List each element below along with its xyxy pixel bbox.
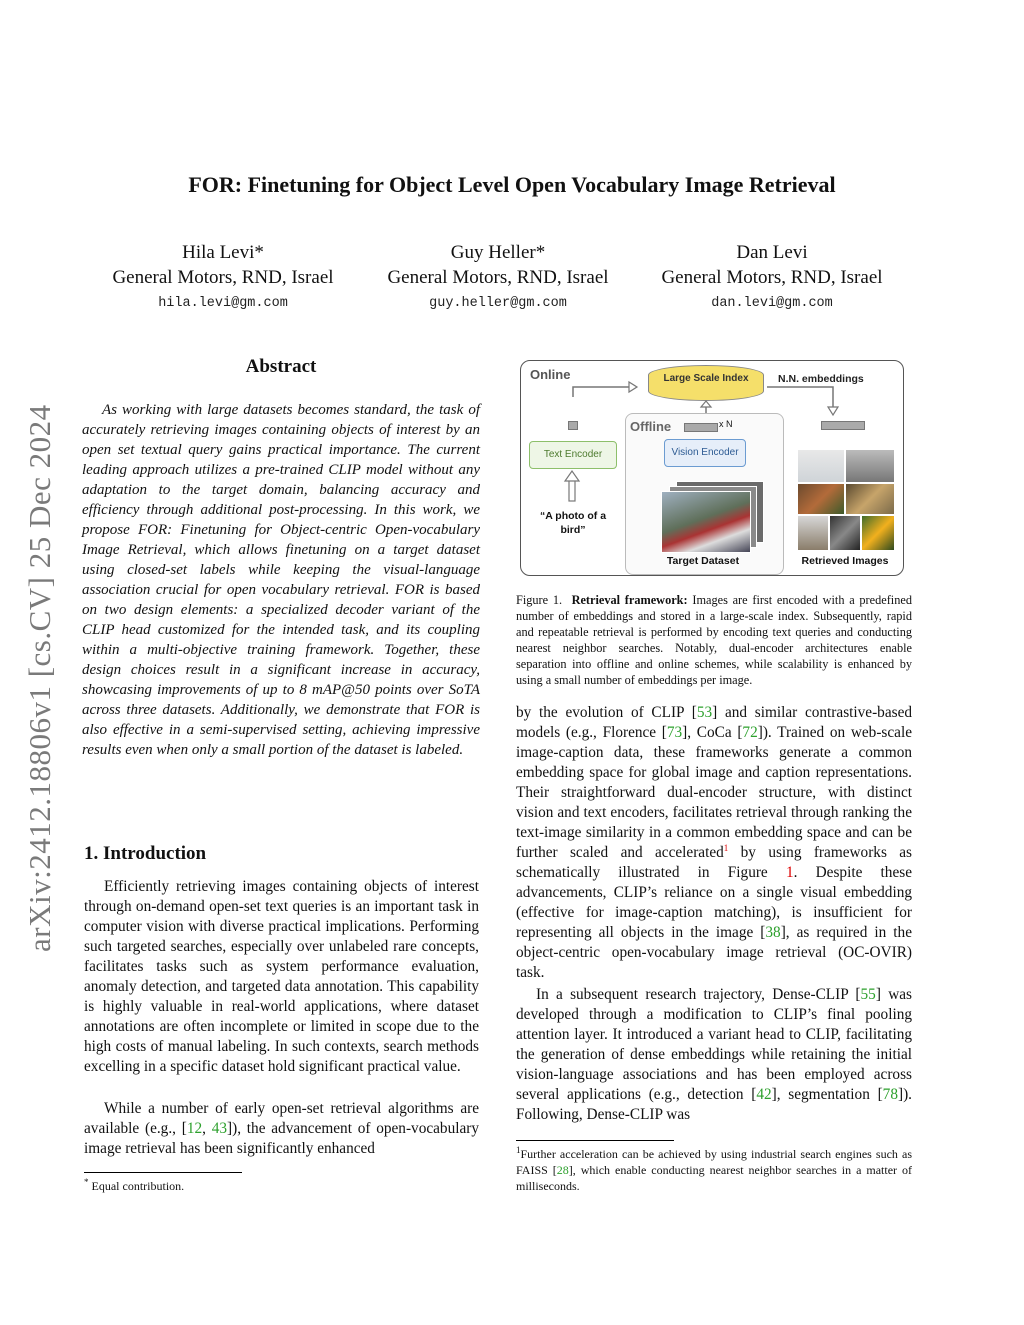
large-scale-index-cylinder: Large Scale Index — [648, 365, 764, 401]
footnote-equal-contribution: * Equal contribution. — [84, 1177, 185, 1193]
footnote-divider — [516, 1140, 674, 1141]
arrow-query-to-encoder — [569, 479, 575, 501]
arrow-head-icon — [565, 471, 579, 481]
abstract-heading: Abstract — [245, 356, 317, 377]
citation-link[interactable]: 43 — [211, 1120, 228, 1137]
arrow-head-icon — [828, 407, 838, 415]
vision-encoder-box: Vision Encoder — [664, 439, 746, 467]
arrow-head-icon — [701, 401, 711, 407]
right-paragraph-1: by the evolution of CLIP [53] and similar contrastive-based models (e.g., Florence [73], CoCa [72]). Trained on web-scale image-caption data, these frameworks generate a common embedding space for global image and caption representations. Their straightforward dual-encoder structure, with distinct vision and text encoders, facilitates retrieval through ranking the text-image similarity in a common embedding space and can be further scaled and accelerated$^1$ by using frameworks as schematically illustrated in Figure 1. Despite these advancements, CLIP’s reliance on a single visual embedding (effective for image-caption matching), is insufficient for representing all objects in the image [38], as required in the object-centric open-vocabulary image retrieval (OC-OVIR) task. — [516, 704, 913, 981]
author-email[interactable]: dan.levi@gm.com — [711, 296, 833, 311]
offline-label: Offline — [630, 419, 672, 434]
author-name: Dan Levi — [736, 242, 808, 263]
citation-link[interactable]: 28 — [556, 1163, 569, 1177]
text-encoder-box: Text Encoder — [529, 441, 617, 469]
footnote-marker-link[interactable]: 1 — [723, 842, 729, 853]
dataset-image-street — [661, 491, 751, 553]
retrieved-image — [797, 483, 845, 515]
online-label: Online — [530, 367, 571, 382]
xn-label: x N — [719, 419, 733, 429]
author-block-2 — [368, 240, 628, 318]
nn-embeddings-label: N.N. embeddings — [778, 373, 864, 385]
retrieved-image — [845, 483, 895, 515]
arrow-head-icon — [629, 382, 637, 392]
retrieved-image — [845, 449, 895, 483]
arrow-to-nn — [767, 387, 833, 407]
intro-paragraph-2: While a number of early open-set retrieval algorithms are available (e.g., [12, 43]), the advancement of open-vocabulary image retrieval has been significantly enhanced — [84, 1100, 480, 1157]
nn-embeddings-icon — [821, 421, 865, 430]
author-name: Hila Levi* — [182, 242, 264, 263]
author-block-1 — [93, 240, 353, 318]
abstract-text: As working with large datasets becomes standard, the task of accurately retrieving images containing objects of interest by an open set textual query gains practical importance. The current leading approach utilizes a pre-trained CLIP model without any adaptation to the target domain, balancing accuracy and efficiency through additional post-processing. In this work, we propose FOR: Finetuning for Object-centric Open-vocabulary Image Retrieval, which allows finetuning on a target dataset using closed-set labels while keeping the visual-language association crucial for open vocabulary retrieval. FOR is based on two design elements: a specialized decoder variant of the CLIP head customized for the intended task, and its coupling within a multi-objective training framework. Together, these design choices result in a significant increase in accuracy, showcasing improvements of up to 8 mAP@50 points over SoTA across three datasets. Additionally, we demonstrate that FOR is also effective in a semi-supervised setting, achieving impressive results even when only a small portion of the dataset is labeled. — [82, 402, 480, 758]
figure-1-diagram — [520, 360, 904, 576]
retrieved-image — [797, 449, 845, 483]
figure-1-caption: Figure 1. Retrieval framework: Images are first encoded with a predefined number of embeddings and stored in a large-scale index. Subsequently, rapid and repeatable retrieval is performed by encoding text queries and conducting nearest neighbor searches. Notably, dual-encoder architectures enable separation into offline and online schemes, while scalability is enhanced by using a small number of embeddings per image. — [516, 593, 912, 687]
author-affiliation: General Motors, RND, Israel — [112, 267, 334, 288]
citation-link[interactable]: 12 — [186, 1120, 203, 1137]
target-dataset-label: Target Dataset — [666, 555, 740, 567]
retrieved-image — [797, 515, 829, 551]
author-name: Guy Heller* — [450, 242, 546, 263]
footnote-faiss: $^1$Further acceleration can be achieved by using industrial search engines such as FAISS [28], which enable conducting nearest neighbor searches in a matter of milliseconds. — [516, 1145, 912, 1193]
section-heading-introduction: 1. Introduction — [84, 843, 207, 864]
citation-link[interactable]: 53 — [696, 704, 713, 721]
retrieved-image — [861, 515, 895, 551]
image-embeddings-icon — [684, 423, 718, 432]
citation-link[interactable]: 38 — [765, 924, 781, 941]
retrieved-images-label: Retrieved Images — [801, 555, 889, 567]
author-affiliation: General Motors, RND, Israel — [387, 267, 609, 288]
caption-bold-title: Retrieval framework: — [571, 593, 688, 607]
citation-link[interactable]: 78 — [882, 1086, 898, 1103]
retrieved-image — [829, 515, 861, 551]
query-embedding-icon — [568, 421, 578, 430]
author-email[interactable]: hila.levi@gm.com — [158, 296, 288, 311]
figure-reference-link[interactable]: 1 — [785, 864, 794, 881]
footnote-divider — [84, 1172, 242, 1173]
citation-link[interactable]: 42 — [756, 1086, 772, 1103]
arrow-to-index — [573, 387, 633, 397]
intro-paragraph-1: Efficiently retrieving images containing objects of interest through on-demand open-set text queries is an important task in computer vision with diverse practical implications. Performing such targeted searches, especially over unlabeled rare concepts, facilitates tasks such as system performance evaluation, anomaly detection, and targeted data annotation. This capability is highly valuable in real-world applications, where dataset annotations are often incomplete or limited in scope due to the high costs of manual labeling. In such contexts, search methods excelling in a specific dataset hold significant practical value. — [84, 878, 479, 1075]
right-paragraph-2: In a subsequent research trajectory, Dense-CLIP [55] was developed through a modification to CLIP’s final pooling attention layer. It introduced a variant head to CLIP, facilitating the generation of dense embeddings while retaining the initial vision-language associations and has been employed across several applications (e.g., detection [42], segmentation [78]). Following, Dense-CLIP was — [516, 986, 912, 1123]
arxiv-stamp: arXiv:2412.18806v1 [cs.CV] 25 Dec 2024 — [22, 404, 57, 952]
citation-link[interactable]: 55 — [860, 986, 876, 1003]
paper-title: FOR: Finetuning for Object Level Open Vocabulary Image Retrieval — [188, 172, 836, 197]
author-block-3 — [642, 240, 902, 318]
text-query-label: “A photo of a bird” — [539, 510, 607, 536]
author-affiliation: General Motors, RND, Israel — [661, 267, 883, 288]
author-email[interactable]: guy.heller@gm.com — [429, 296, 567, 311]
caption-label: Figure 1. — [516, 593, 563, 607]
citation-link[interactable]: 73 — [666, 724, 683, 741]
citation-link[interactable]: 72 — [742, 724, 758, 741]
